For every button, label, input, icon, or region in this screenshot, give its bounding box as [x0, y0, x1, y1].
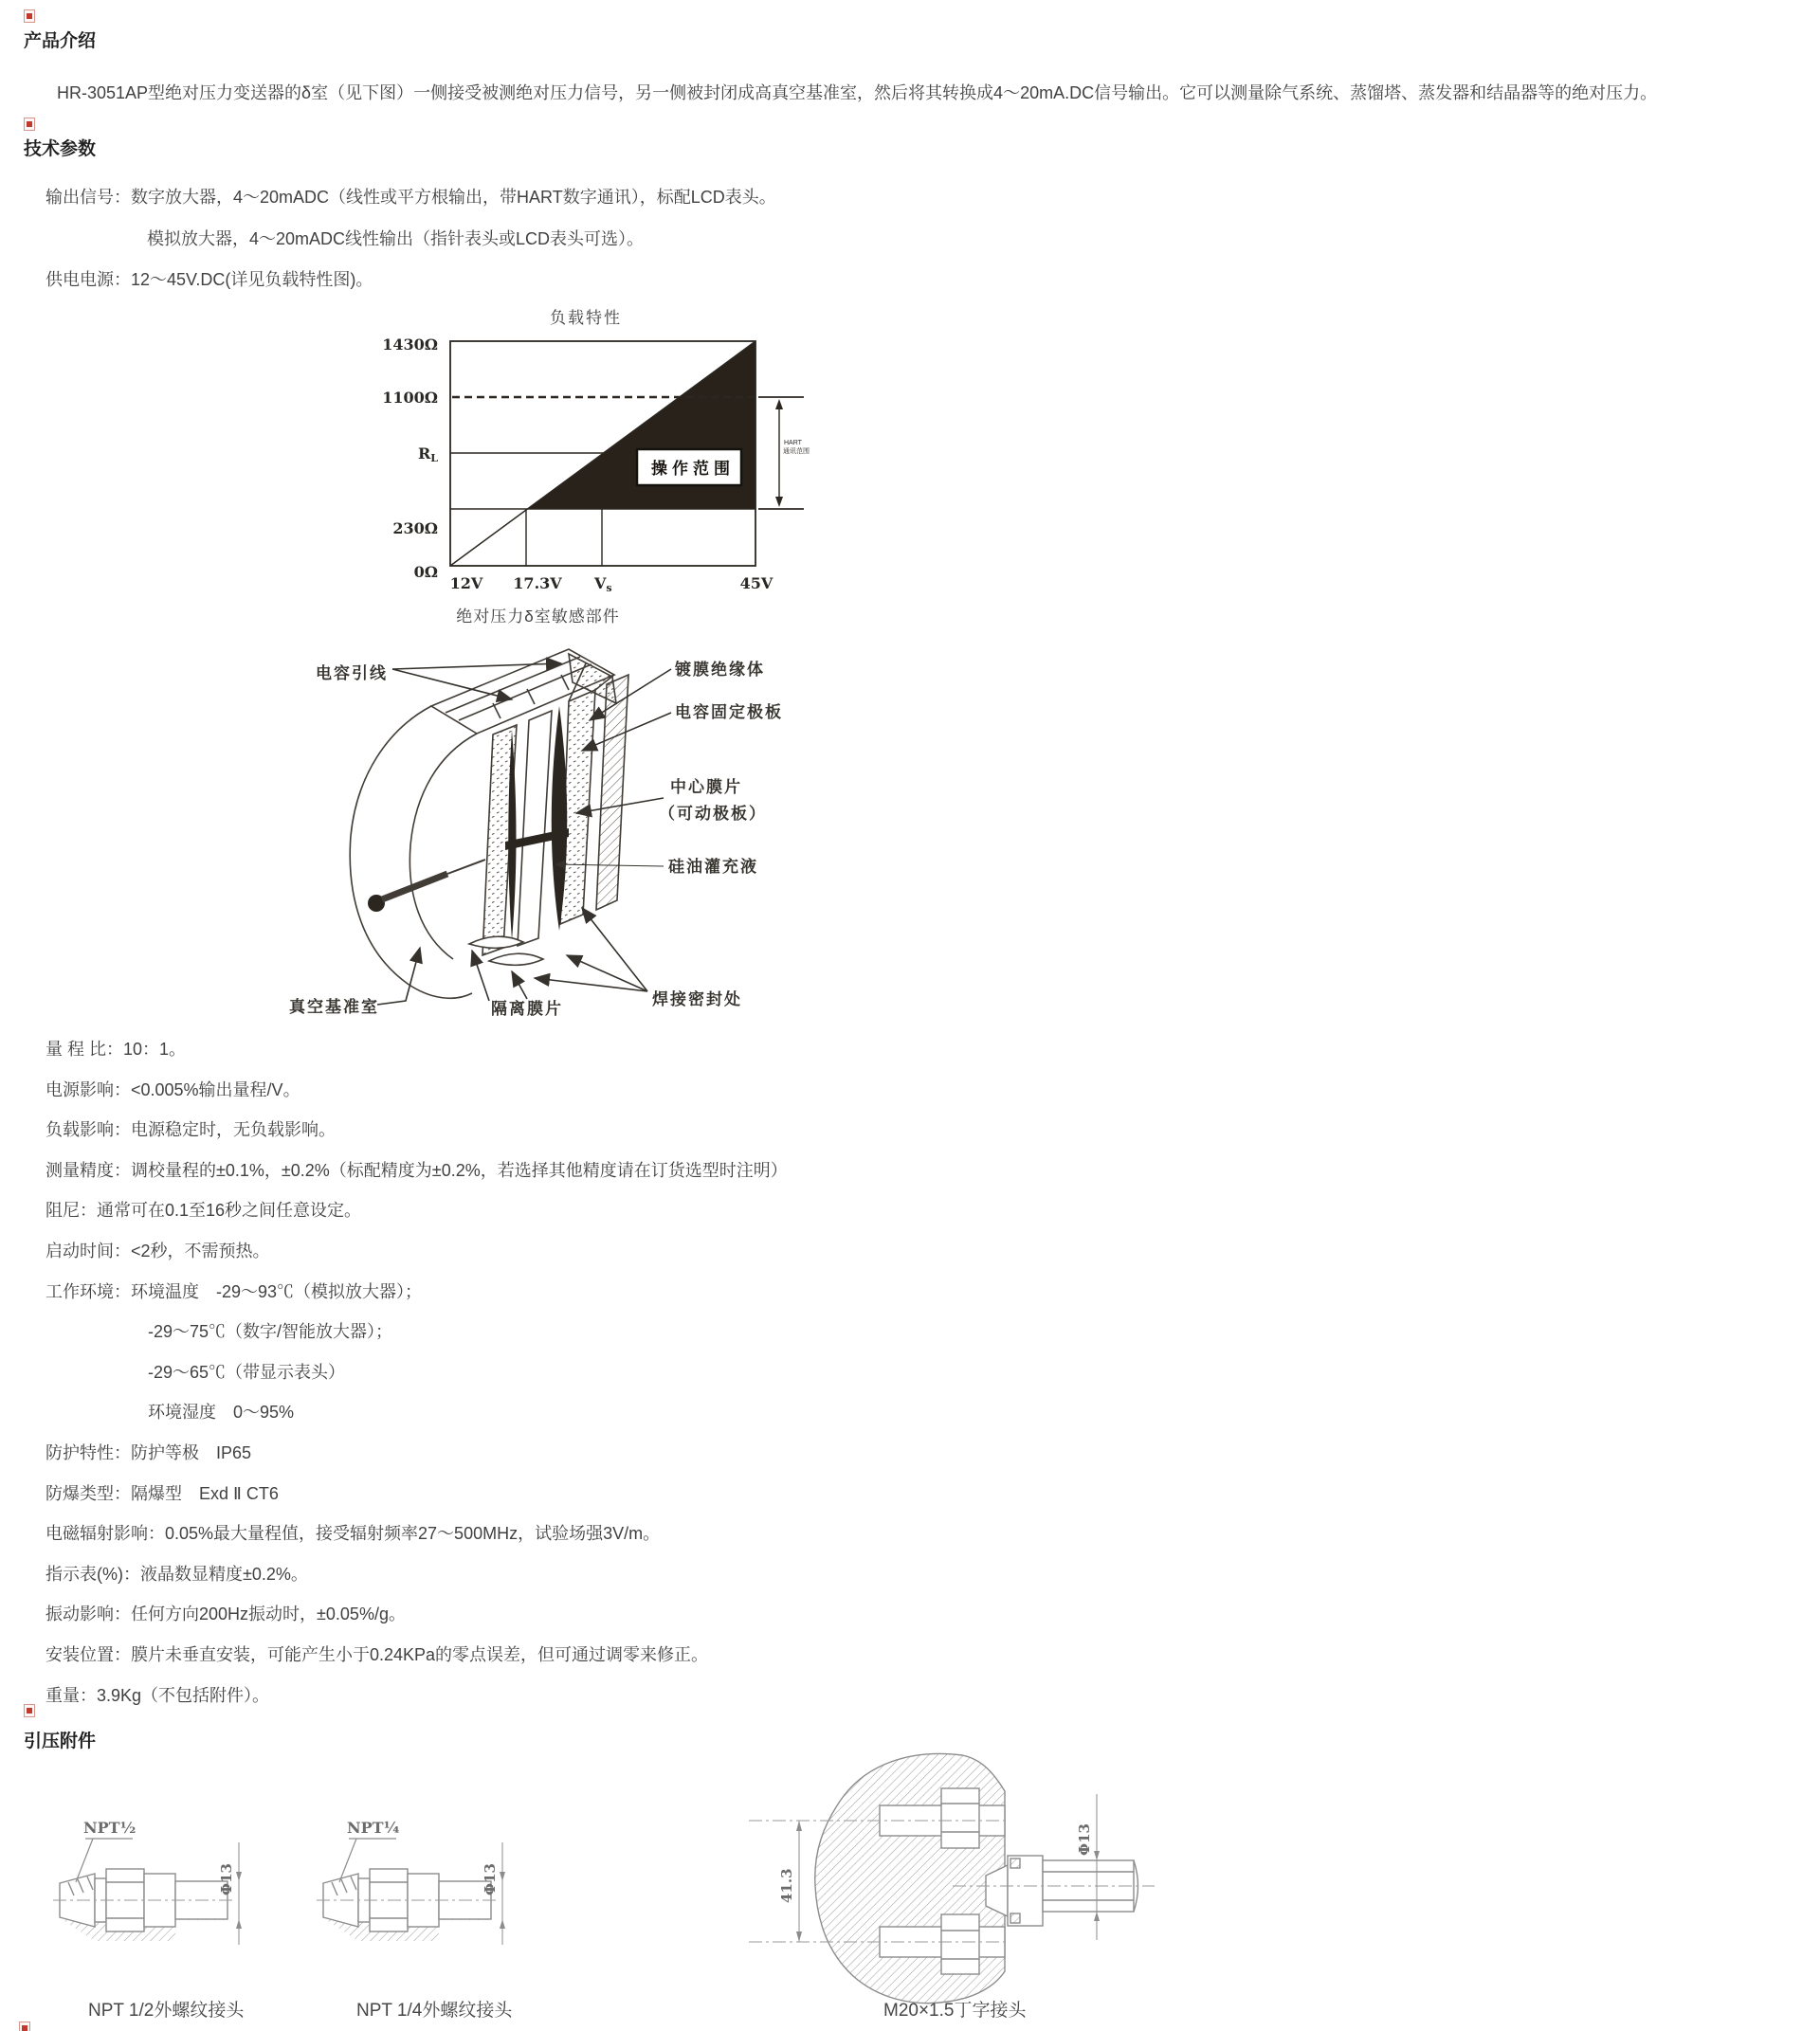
- fittings-heading: 引压附件: [24, 1732, 97, 1751]
- broken-image-icon: [24, 9, 35, 23]
- fitting-caption-m20: M20×1.5丁字接头: [883, 2001, 1027, 2021]
- spec-line: 量 程 比：10：1。: [46, 1040, 187, 1059]
- spec-line: 负载影响：电源稳定时，无负载影响。: [46, 1120, 336, 1140]
- broken-image-icon: [19, 2022, 30, 2031]
- xtick-17v: 17.3V: [513, 574, 562, 592]
- chart-title: 负载特性: [550, 309, 622, 327]
- ytick-0: 0Ω: [413, 563, 438, 581]
- spec-line: 电源影响：<0.005%输出量程/V。: [46, 1079, 300, 1099]
- spec-line: -29～75℃（数字/智能放大器）；: [148, 1322, 393, 1342]
- ytick-230: 230Ω: [392, 519, 438, 537]
- fitting-drawing-npt14: [311, 1777, 548, 1967]
- label-center-diaphragm: 中心膜片: [670, 778, 742, 796]
- tech-heading: 技术参数: [24, 139, 97, 159]
- xtick-45v: 45V: [739, 574, 774, 592]
- plate-fixed-electrode: [596, 675, 628, 910]
- fitting-drawing-npt12: [47, 1777, 308, 1967]
- label-capacitor-lead: 电容引线: [316, 664, 388, 682]
- spec-output-signal-2: 模拟放大器，4～20mADC线性输出（指针表头或LCD表头可选）。: [147, 229, 645, 248]
- broken-image-icon: [24, 118, 35, 131]
- fitting-drawing-m20-tee: [611, 1739, 1171, 2004]
- label-fixed-plate: 电容固定极板: [675, 703, 783, 721]
- spec-line: -29～65℃（带显示表头）: [148, 1362, 346, 1382]
- spec-output-signal: 输出信号：数字放大器，4～20mADC（线性或平方根输出，带HART数字通讯），标配LCD表头。: [46, 188, 776, 207]
- spec-line: 启动时间：<2秒，不需预热。: [46, 1241, 270, 1260]
- hart-range-label: HART: [784, 440, 802, 446]
- isolation-diaphragm-shape: [469, 936, 523, 948]
- intro-heading: 产品介绍: [24, 31, 97, 51]
- label-silicone-oil: 硅油灌充液: [668, 858, 758, 876]
- thread-size-label: NPT½: [83, 1819, 136, 1837]
- ytick-rl: RL: [417, 444, 438, 464]
- diameter-dim-label: Φ13: [1076, 1823, 1093, 1856]
- diameter-dim-label: Φ13: [482, 1863, 499, 1895]
- spec-line: 指示表(%)：液晶数显精度±0.2%。: [46, 1564, 308, 1584]
- label-coated-insulator: 镀膜绝缘体: [675, 661, 765, 679]
- label-weld-seal: 焊接密封处: [652, 990, 742, 1008]
- sensor-diagram-caption: 绝对压力δ室敏感部件: [456, 607, 620, 626]
- spec-line: 安装位置：膜片未垂直安装，可能产生小于0.24KPa的零点误差，但可通过调零来修正。: [46, 1644, 709, 1664]
- spec-line: 测量精度：调校量程的±0.1%，±0.2%（标配精度为±0.2%，若选择其他精度请在订货选型时注明）: [46, 1160, 788, 1180]
- label-vacuum-chamber: 真空基准室: [289, 998, 379, 1016]
- intro-paragraph: HR-3051AP型绝对压力变送器的δ室（见下图）一侧接受被测绝对压力信号，另一侧被封闭成高真空基准室，然后将其转换成4～20mA.DC信号输出。它可以测量除气系统、蒸馏塔、蒸发器和结晶器等的绝对压力。: [57, 83, 1658, 102]
- plate-center: [518, 711, 552, 946]
- fitting-caption-npt14: NPT 1/4外螺纹接头: [356, 2001, 513, 2021]
- spec-line: 防爆类型：隔爆型 Exd Ⅱ CT6: [46, 1483, 279, 1503]
- spec-line: 防护特性：防护等极 IP65: [46, 1442, 252, 1462]
- spec-line: 工作环境：环境温度 -29～93℃（模拟放大器）；: [46, 1281, 423, 1301]
- spec-list: [46, 1029, 788, 1715]
- label-movable-plate: （可动极板）: [659, 805, 767, 823]
- spec-line: 振动影响：任何方向200Hz振动时，±0.05%/g。: [46, 1605, 406, 1624]
- spec-power-supply: 供电电源：12～45V.DC(详见负载特性图)。: [46, 270, 373, 289]
- broken-image-icon: [24, 1704, 35, 1717]
- ytick-1430: 1430Ω: [382, 335, 438, 354]
- ytick-1100: 1100Ω: [382, 389, 438, 407]
- thread-size-label: NPT¼: [347, 1819, 400, 1837]
- sensor-cutaway-diagram: [275, 624, 891, 1033]
- spec-line: 环境湿度 0～95%: [148, 1403, 295, 1423]
- height-dim-label: 41.3: [778, 1868, 795, 1903]
- spec-line: 阻尼：通常可在0.1至16秒之间任意设定。: [46, 1201, 362, 1221]
- operating-range-label: 操作范围: [651, 460, 735, 478]
- xtick-12v: 12V: [449, 574, 483, 592]
- fitting-caption-npt12: NPT 1/2外螺纹接头: [88, 2001, 245, 2021]
- svg-text:通讯范围: 通讯范围: [783, 448, 810, 455]
- xtick-vs: Vs: [594, 574, 612, 594]
- diameter-dim-label: Φ13: [218, 1863, 235, 1895]
- load-characteristic-chart: [313, 299, 863, 627]
- spec-line: 重量：3.9Kg（不包括附件）。: [46, 1685, 270, 1705]
- label-isolation-diaphragm: 隔离膜片: [491, 1000, 563, 1018]
- spec-line: 电磁辐射影响：0.05%最大量程值，接受辐射频率27～500MHz，试验场强3V/m。: [46, 1524, 661, 1544]
